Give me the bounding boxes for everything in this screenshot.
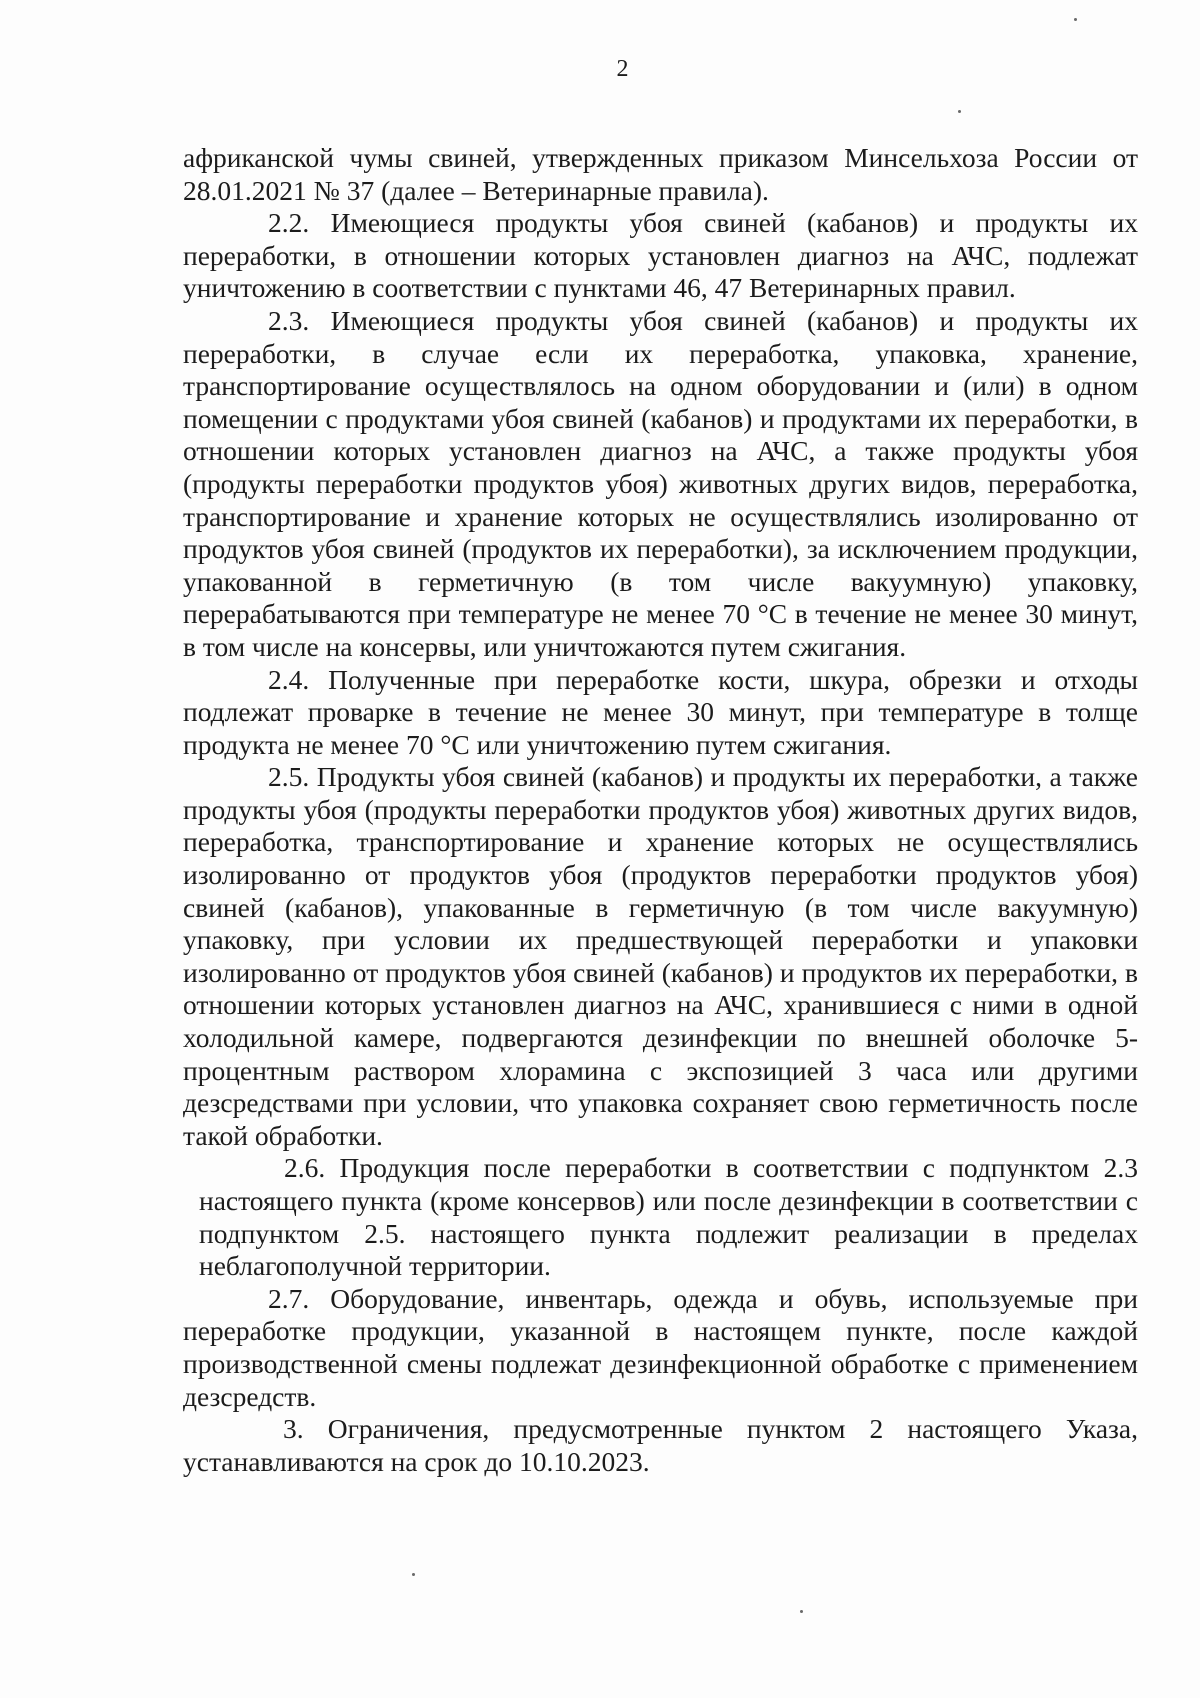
scan-speck: [800, 1610, 803, 1613]
paragraph-2-6: 2.6. Продукция после переработки в соответствии с подпунктом 2.3 настоящего пункта (кроме консервов) или после дезинфекции в соответствии с подпунктом 2.5. настоящего пункта подлежит реализации в пределах неблагополучной территории.: [199, 1152, 1138, 1282]
paragraph-2-3: 2.3. Имеющиеся продукты убоя свиней (кабанов) и продукты их переработки, в случае если их переработка, упаковка, хранение, транспортирование осуществлялось на одном оборудовании и (или) в одном помещении с продуктами убоя свиней (кабанов) и продуктами их переработки, в отношении которых установлен диагноз на АЧС, а также продукты убоя (продукты переработки продуктов убоя) животных других видов, переработка, транспортирование и хранение которых не осуществлялись изолированно от продуктов убоя свиней (продуктов их переработки), за исключением продукции, упакованной в герметичную (в том числе вакуумную) упаковку, перерабатываются при температуре не менее 70 °С в течение не менее 30 минут, в том числе на консервы, или уничтожаются путем сжигания.: [183, 304, 1138, 662]
scan-speck: [412, 1573, 415, 1576]
document-body: [183, 142, 1138, 1478]
page-number: 2: [616, 56, 629, 82]
paragraph-continuation: африканской чумы свиней, утвержденных приказом Минсельхоза России от 28.01.2021 № 37 (далее – Ветеринарные правила).: [183, 142, 1138, 206]
paragraph-2-5: 2.5. Продукты убоя свиней (кабанов) и продукты их переработки, а также продукты убоя (продукты переработки продуктов убоя) животных других видов, переработка, транспортирование и хранение которых не осуществлялись изолированно от продуктов убоя (продуктов переработки продуктов убоя) свиней (кабанов), упакованные в герметичную (в том числе вакуумную) упаковку, при условии их предшествующей переработки и упаковки изолированно от продуктов убоя свиней (кабанов) и продуктов их переработки, в отношении которых установлен диагноз на АЧС, хранившиеся с ними в одной холодильной камере, подвергаются дезинфекции по внешней оболочке 5-процентным раствором хлорамина с экспозицией 3 часа или другими дезсредствами при условии, что упаковка сохраняет свою герметичность после такой обработки.: [183, 761, 1138, 1151]
paragraph-2-2: 2.2. Имеющиеся продукты убоя свиней (кабанов) и продукты их переработки, в отношении которых установлен диагноз на АЧС, подлежат уничтожению в соответствии с пунктами 46, 47 Ветеринарных правил.: [183, 207, 1138, 304]
paragraph-2-4: 2.4. Полученные при переработке кости, шкура, обрезки и отходы подлежат проварке в течение не менее 30 минут, при температуре в толще продукта не менее 70 °С или уничтожению путем сжигания.: [183, 663, 1138, 760]
paragraph-3: 3. Ограничения, предусмотренные пунктом 2 настоящего Указа, устанавливаются на срок до 10.10.2023.: [183, 1413, 1138, 1477]
scan-speck: [958, 110, 961, 113]
scan-speck: [1074, 18, 1077, 21]
paragraph-2-7: 2.7. Оборудование, инвентарь, одежда и обувь, используемые при переработке продукции, указанной в настоящем пункте, после каждой производственной смены подлежат дезинфекционной обработке с применением дезсредств.: [183, 1282, 1138, 1412]
